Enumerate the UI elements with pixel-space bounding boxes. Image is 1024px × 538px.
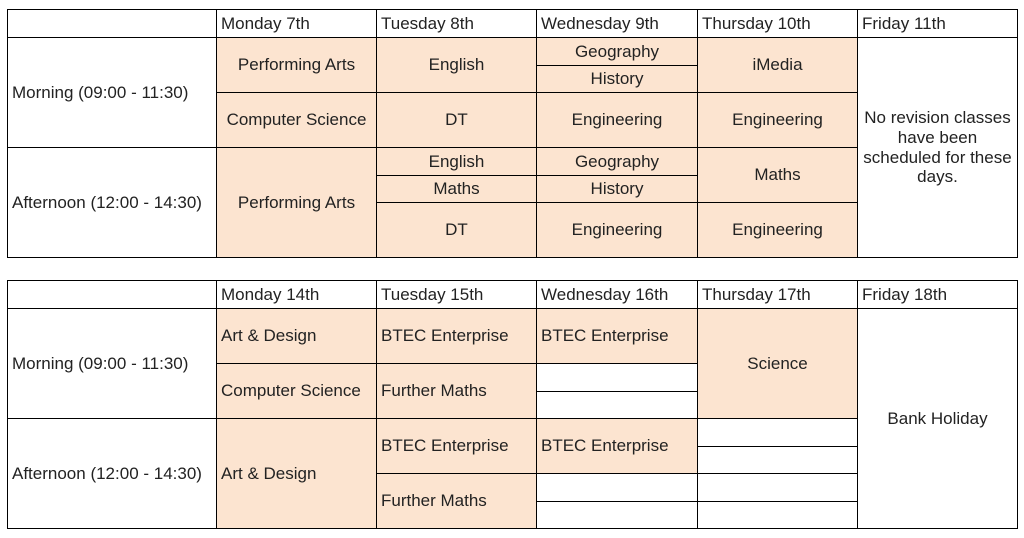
session-cell: BTEC Enterprise <box>377 309 537 364</box>
session-cell: Art & Design <box>217 419 377 529</box>
empty-cell <box>698 502 858 529</box>
empty-cell <box>537 392 698 419</box>
session-cell: Geography <box>537 148 698 176</box>
session-cell: Engineering <box>537 93 698 148</box>
session-cell: History <box>537 66 698 93</box>
session-cell: DT <box>377 203 537 258</box>
session-label-afternoon: Afternoon (12:00 - 14:30) <box>8 148 217 258</box>
session-cell: DT <box>377 93 537 148</box>
session-label-morning: Morning (09:00 - 11:30) <box>8 309 217 419</box>
session-cell: BTEC Enterprise <box>377 419 537 474</box>
session-cell: Art & Design <box>217 309 377 364</box>
header-day: Friday 18th <box>858 281 1018 309</box>
friday-note: Bank Holiday <box>858 309 1018 529</box>
header-day: Wednesday 9th <box>537 10 698 38</box>
empty-cell <box>698 447 858 474</box>
header-day: Monday 7th <box>217 10 377 38</box>
session-cell: Computer Science <box>217 93 377 148</box>
session-cell: Engineering <box>698 93 858 148</box>
timetable-week-2 <box>7 280 1018 529</box>
header-day: Thursday 17th <box>698 281 858 309</box>
header-corner <box>8 281 217 309</box>
header-corner <box>8 10 217 38</box>
empty-cell <box>537 474 698 502</box>
session-cell: History <box>537 176 698 203</box>
empty-cell <box>537 502 698 529</box>
session-cell: Geography <box>537 38 698 66</box>
header-day: Thursday 10th <box>698 10 858 38</box>
session-label-morning: Morning (09:00 - 11:30) <box>8 38 217 148</box>
session-cell: Performing Arts <box>217 148 377 258</box>
empty-cell <box>537 364 698 392</box>
header-day: Tuesday 8th <box>377 10 537 38</box>
friday-note: No revision classes have been scheduled for these days. <box>858 38 1018 258</box>
empty-cell <box>698 419 858 447</box>
session-cell: Maths <box>698 148 858 203</box>
session-cell: Further Maths <box>377 364 537 419</box>
header-day: Monday 14th <box>217 281 377 309</box>
session-cell: English <box>377 38 537 93</box>
session-cell: Performing Arts <box>217 38 377 93</box>
empty-cell <box>698 474 858 502</box>
session-cell: English <box>377 148 537 176</box>
session-cell: Engineering <box>537 203 698 258</box>
session-cell: iMedia <box>698 38 858 93</box>
timetable-week-1 <box>7 9 1018 258</box>
session-cell: Computer Science <box>217 364 377 419</box>
session-cell: BTEC Enterprise <box>537 309 698 364</box>
session-cell: Science <box>698 309 858 419</box>
session-cell: Maths <box>377 176 537 203</box>
header-day: Tuesday 15th <box>377 281 537 309</box>
session-cell: Engineering <box>698 203 858 258</box>
session-cell: Further Maths <box>377 474 537 529</box>
header-day: Wednesday 16th <box>537 281 698 309</box>
session-cell: BTEC Enterprise <box>537 419 698 474</box>
header-day: Friday 11th <box>858 10 1018 38</box>
session-label-afternoon: Afternoon (12:00 - 14:30) <box>8 419 217 529</box>
